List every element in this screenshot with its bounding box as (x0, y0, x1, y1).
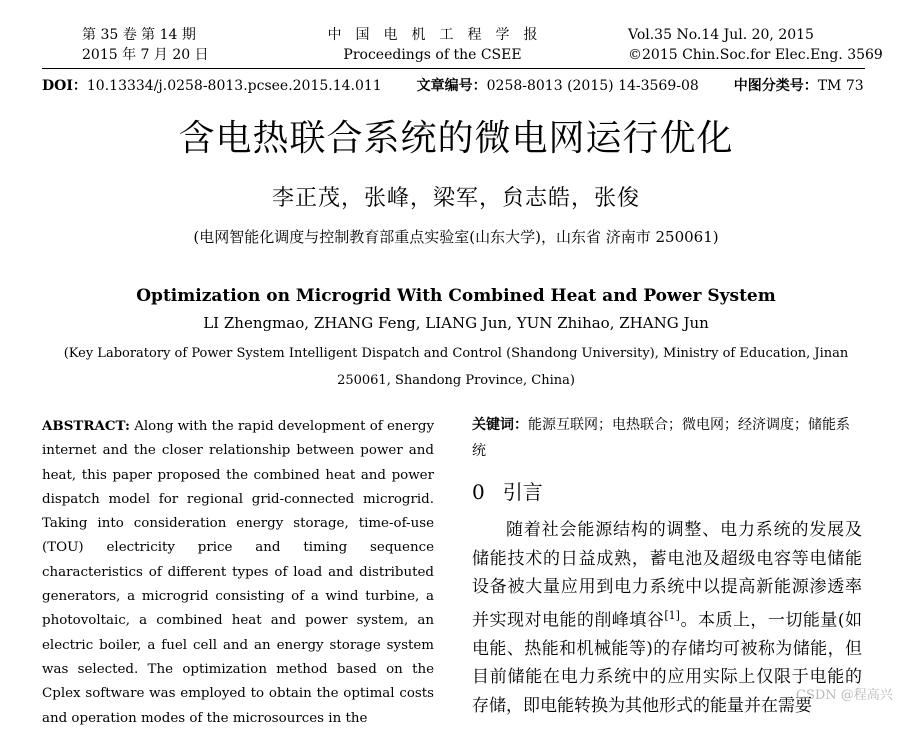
clc-label: 中图分类号： (733, 78, 818, 94)
intro-text-2: 。本质上，一切能量(如电能、热能和机械能等)的存储均可被称为储能，但目前储能在电力系统中的应用实际上仅限于电能的存储，即电能转换为其他形式的能量并在需要 (472, 610, 862, 716)
journal-date: 2015 年 7 月 20 日 (82, 47, 209, 63)
keywords-label: 关键词： (472, 417, 528, 433)
journal-name-en: Proceedings of the CSEE (343, 47, 522, 63)
abstract-text: Along with the rapid development of energy internet and the closer relationship between power and heat, this paper proposed the combined heat and power dispatch model for regional grid-connected microgrid. Taking into consideration energy storage, time-of-use (TOU) electricity price and timing sequence characteristics of different types of load and distributed generators, a microgrid consisting of a wind turbine, a photovoltaic, a combined heat and power system, an electric boiler, a fuel cell and an energy storage system was selected. The optimization method based on the Cplex software was employed to obtain the optimal costs and operation modes of the microsources in the (42, 419, 435, 726)
authors-cn: 李正茂，张峰，梁军，贠志皓，张俊 (271, 186, 640, 211)
affiliation-cn: (电网智能化调度与控制教育部重点实验室(山东大学)，山东省 济南市 250061) (193, 228, 719, 246)
title-en: Optimization on Microgrid With Combined Heat and Power System (136, 286, 776, 306)
keywords-text: 能源互联网；电热联合；微电网；经济调度；储能系统 (472, 417, 850, 459)
journal-name-cn: 中 国 电 机 工 程 学 报 (327, 27, 538, 43)
abstract (42, 414, 434, 731)
watermark: CSDN @程高兴 (796, 688, 893, 703)
header-rule (42, 68, 865, 69)
intro-text-1: 随着社会能源结构的调整、电力系统的发展及储能技术的日益成熟，蓄电池及超级电容等电储能设备被大量应用到电力系统中以提高新能源渗透率并实现对电能的削峰填谷 (472, 520, 862, 631)
volume-info: Vol.35 No.14 Jul. 20, 2015 (628, 27, 814, 43)
section-title: 引言 (502, 480, 543, 504)
keywords (472, 412, 862, 464)
doi-value[interactable]: 10.13334/j.0258-8013.pcsee.2015.14.011 (86, 78, 382, 94)
affiliation-en: (Key Laboratory of Power System Intelligent Dispatch and Control (Shandong University), Ministry of Education, Jinan 250061, Shandong Province, China) (63, 346, 849, 388)
citation-ref[interactable]: [1] (664, 608, 680, 622)
doi-label: DOI： (42, 78, 87, 94)
title-cn: 含电热联合系统的微电网运行优化 (178, 118, 734, 159)
article-no-value: 0258-8013 (2015) 14-3569-08 (486, 78, 699, 94)
doi-line (42, 75, 864, 95)
copyright-page: ©2015 Chin.Soc.for Elec.Eng. 3569 (628, 47, 883, 63)
section-heading (472, 478, 862, 506)
article-no-label: 文章编号： (416, 78, 487, 94)
abstract-label: ABSTRACT: (42, 418, 130, 434)
journal-issue: 第 35 卷 第 14 期 (82, 27, 196, 43)
section-number: 0 (472, 480, 485, 504)
clc-value: TM 73 (817, 78, 864, 94)
authors-en: LI Zhengmao, ZHANG Feng, LIANG Jun, YUN Zhihao, ZHANG Jun (203, 314, 709, 332)
